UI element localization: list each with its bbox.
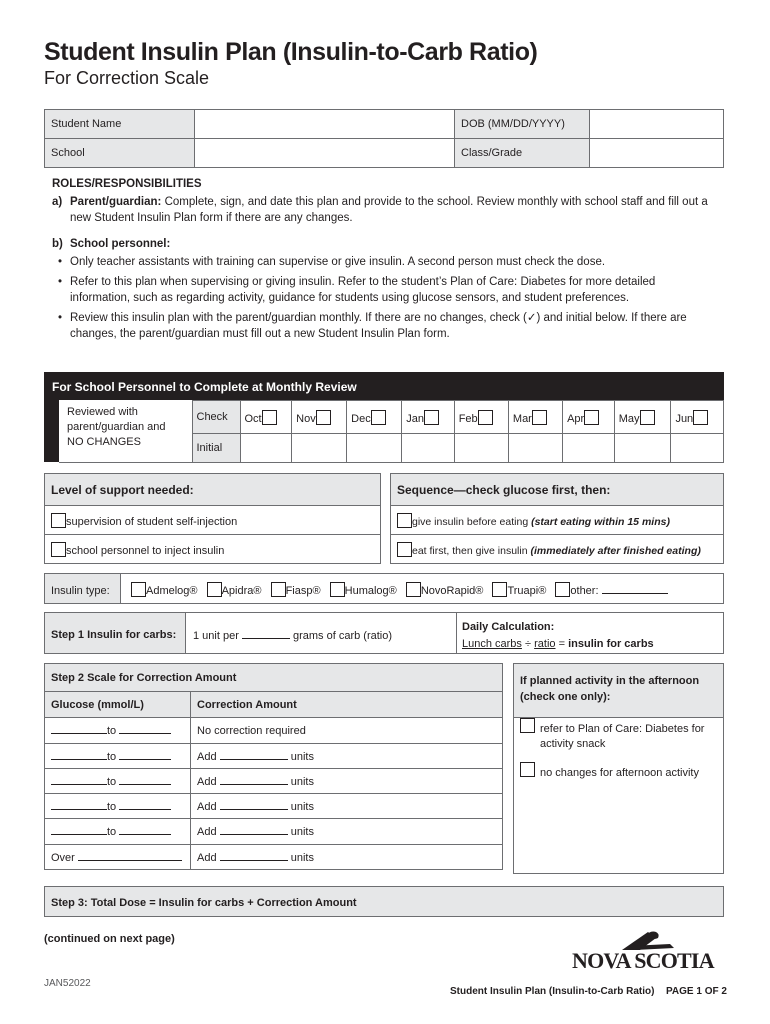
sequence-table: [390, 473, 724, 564]
initial-cell[interactable]: [614, 434, 671, 463]
checkbox[interactable]: [397, 542, 412, 557]
checkbox[interactable]: [584, 410, 599, 425]
roles-heading: ROLES/RESPONSIBILITIES: [52, 178, 202, 190]
activity-option[interactable]: no changes for afternoon activity: [514, 762, 723, 781]
insulin-option[interactable]: Humalog®: [330, 585, 397, 597]
insulin-option[interactable]: Truapi®: [492, 585, 546, 597]
month-check-cell[interactable]: Feb: [454, 401, 508, 434]
nova-scotia-logo: [570, 928, 726, 974]
checkbox[interactable]: [478, 410, 493, 425]
checkbox[interactable]: [51, 513, 66, 528]
continued-note: (continued on next page): [44, 933, 175, 945]
initial-cell[interactable]: [671, 434, 724, 463]
sequence-option[interactable]: give insulin before eating (start eating within 15 mins): [391, 506, 724, 535]
checkbox[interactable]: [271, 582, 286, 597]
correction-amount[interactable]: Add units: [191, 845, 503, 870]
step1-ratio[interactable]: 1 unit per grams of carb (ratio): [193, 630, 393, 642]
correction-amount[interactable]: Add units: [191, 769, 503, 794]
form-code: JAN52022: [44, 978, 91, 989]
glucose-col-header: Glucose (mmol/L): [45, 692, 191, 718]
checkbox[interactable]: [492, 582, 507, 597]
checkbox[interactable]: [555, 582, 570, 597]
reviewed-text: Reviewed with parent/guardian and NO CHANGES: [59, 401, 192, 463]
checkbox[interactable]: [520, 718, 535, 733]
roles-school: b) School personnel:: [52, 238, 171, 250]
initial-cell[interactable]: [347, 434, 402, 463]
dob-field[interactable]: [590, 110, 724, 139]
school-field[interactable]: [195, 139, 455, 168]
month-check-cell[interactable]: Jan: [402, 401, 455, 434]
glucose-range[interactable]: to: [45, 718, 191, 744]
glucose-range[interactable]: to: [45, 819, 191, 845]
roles-bullet: • Refer to this plan when supervising or giving insulin. Refer to the student’s Plan of Care: Diabetes for more detailed information, such as regarding activity, guidance for students using glucose sensors, and student preferences.: [52, 274, 718, 306]
month-check-cell[interactable]: Apr: [563, 401, 615, 434]
step2-label: Step 2 Scale for Correction Amount: [45, 664, 503, 692]
support-option[interactable]: school personnel to inject insulin: [45, 535, 381, 564]
step3-row: Step 3: Total Dose = Insulin for carbs + Correction Amount: [44, 886, 724, 917]
support-table: [44, 473, 381, 564]
student-name-label: Student Name: [45, 110, 195, 139]
month-check-cell[interactable]: Mar: [508, 401, 562, 434]
activity-option[interactable]: refer to Plan of Care: Diabetes for activity snack: [514, 718, 723, 752]
roles-bullet: • Review this insulin plan with the parent/guardian monthly. If there are no changes, check (✓) and initial below. If there are changes, the parent/guardian must fill out a new Student Insulin Plan form.: [52, 310, 718, 342]
month-check-cell[interactable]: Jun: [671, 401, 724, 434]
footer-doc-title: Student Insulin Plan (Insulin-to-Carb Ratio): [450, 986, 655, 997]
activity-box: [513, 663, 724, 874]
correction-col-header: Correction Amount: [191, 692, 503, 718]
checkbox[interactable]: [640, 410, 655, 425]
month-check-cell[interactable]: Oct: [240, 401, 292, 434]
month-check-cell[interactable]: Nov: [292, 401, 347, 434]
monthly-review-header: For School Personnel to Complete at Monthly Review: [44, 372, 724, 400]
page-number: PAGE 1 OF 2: [666, 986, 727, 997]
roles-bullet: • Only teacher assistants with training can supervise or give insulin. A second person must check the dose.: [52, 254, 718, 270]
initial-cell[interactable]: [563, 434, 615, 463]
sequence-option[interactable]: eat first, then give insulin (immediately after finished eating): [391, 535, 724, 564]
insulin-option[interactable]: Fiasp®: [271, 585, 321, 597]
correction-amount: No correction required: [191, 718, 503, 744]
logo-text: NOVA SCOTIA: [572, 948, 714, 973]
class-field[interactable]: [590, 139, 724, 168]
checkbox[interactable]: [406, 582, 421, 597]
insulin-type-row: [44, 573, 724, 604]
monthly-review-sidebar: [44, 400, 59, 462]
page-title: Student Insulin Plan (Insulin-to-Carb Ratio): [44, 38, 538, 66]
checkbox[interactable]: [532, 410, 547, 425]
checkbox[interactable]: [51, 542, 66, 557]
checkbox[interactable]: [316, 410, 331, 425]
checkbox[interactable]: [207, 582, 222, 597]
daily-calc-formula: Lunch carbs ÷ ratio = insulin for carbs: [462, 638, 654, 650]
activity-heading: If planned activity in the afternoon (check one only):: [514, 664, 723, 718]
school-label: School: [45, 139, 195, 168]
dob-label: DOB (MM/DD/YYYY): [455, 110, 590, 139]
insulin-type-label: Insulin type:: [45, 574, 121, 603]
sequence-heading: Sequence—check glucose first, then:: [391, 474, 724, 506]
student-info-table: [44, 109, 724, 168]
daily-calc-heading: Daily Calculation:: [462, 621, 555, 633]
checkbox[interactable]: [330, 582, 345, 597]
correction-amount[interactable]: Add units: [191, 819, 503, 845]
glucose-range[interactable]: to: [45, 794, 191, 819]
checkbox[interactable]: [520, 762, 535, 777]
correction-amount[interactable]: Add units: [191, 794, 503, 819]
student-name-field[interactable]: [195, 110, 455, 139]
step1-label: Step 1 Insulin for carbs:: [45, 613, 186, 653]
class-label: Class/Grade: [455, 139, 590, 168]
roles-section: [52, 176, 718, 342]
initial-cell[interactable]: [454, 434, 508, 463]
month-check-cell[interactable]: May: [614, 401, 671, 434]
monthly-review-table: [59, 400, 724, 463]
checkbox[interactable]: [371, 410, 386, 425]
insulin-type-options: [131, 582, 668, 597]
page-subtitle: For Correction Scale: [44, 68, 210, 88]
initial-cell[interactable]: [292, 434, 347, 463]
glucose-range[interactable]: to: [45, 744, 191, 769]
initial-label: Initial: [192, 434, 240, 463]
correction-amount[interactable]: Add units: [191, 744, 503, 769]
month-check-cell[interactable]: Dec: [347, 401, 402, 434]
roles-parent: a) Parent/guardian: Complete, sign, and date this plan and provide to the school. Review monthly with school staff and fill out a new Student Insulin Plan form if there are any changes.: [52, 196, 708, 224]
insulin-option[interactable]: Apidra®: [207, 585, 262, 597]
insulin-option[interactable]: other:: [555, 585, 667, 597]
step2-table: [44, 663, 503, 870]
checkbox[interactable]: [397, 513, 412, 528]
support-heading: Level of support needed:: [45, 474, 381, 506]
glucose-range[interactable]: to: [45, 769, 191, 794]
support-option[interactable]: supervision of student self-injection: [45, 506, 381, 535]
step1-row: [44, 612, 724, 654]
insulin-option[interactable]: NovoRapid®: [406, 585, 484, 597]
initial-cell[interactable]: [240, 434, 292, 463]
checkbox[interactable]: [131, 582, 146, 597]
checkbox[interactable]: [262, 410, 277, 425]
insulin-option[interactable]: Admelog®: [131, 585, 198, 597]
checkbox[interactable]: [424, 410, 439, 425]
initial-cell[interactable]: [508, 434, 562, 463]
glucose-range[interactable]: Over: [45, 845, 191, 870]
checkbox[interactable]: [693, 410, 708, 425]
check-label: Check: [192, 401, 240, 434]
initial-cell[interactable]: [402, 434, 455, 463]
